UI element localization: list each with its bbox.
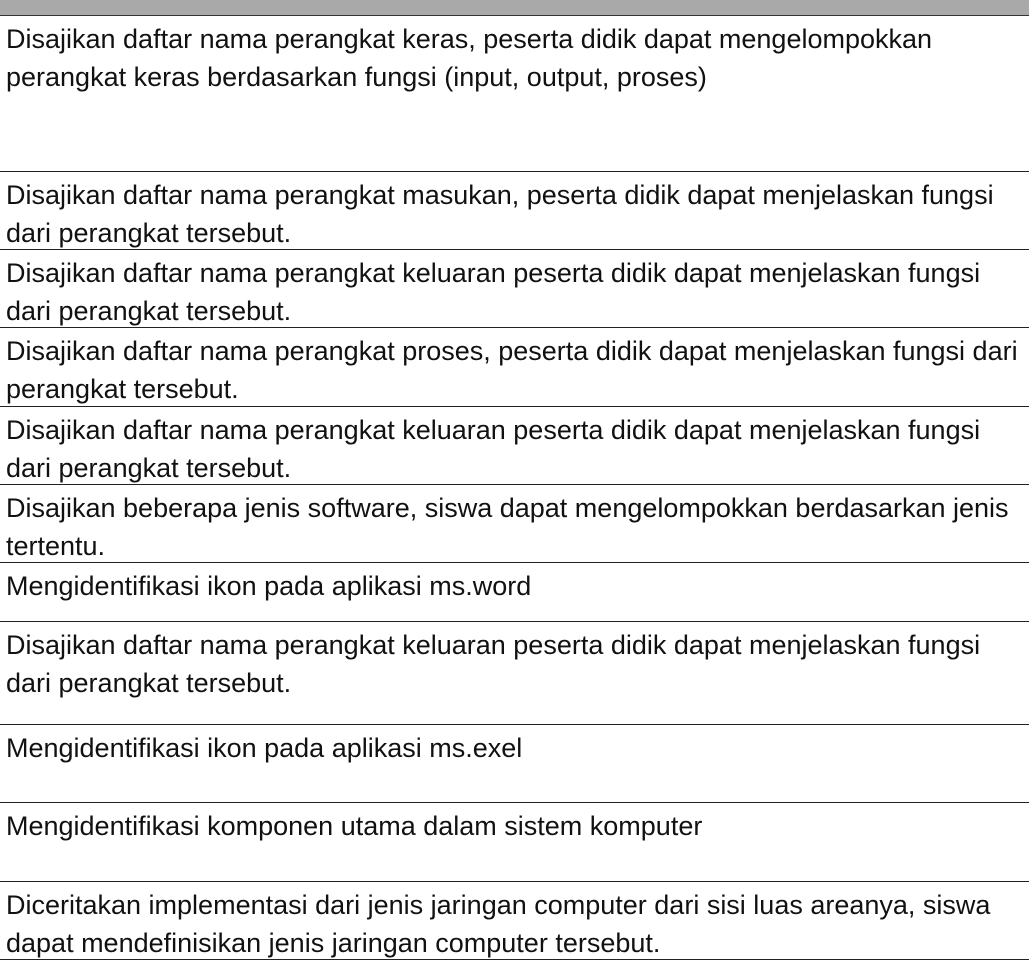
- table-header-bar: [0, 0, 1029, 16]
- table-cell-text: Disajikan daftar nama perangkat masukan, peserta didik dapat menjelaskan fungsi dari perangkat tersebut.: [6, 180, 994, 248]
- table-cell-text: Disajikan beberapa jenis software, siswa dapat mengelompokkan berdasarkan jenis tertentu.: [6, 493, 1009, 561]
- table-row: [0, 407, 1029, 485]
- table-row: [0, 803, 1029, 882]
- table-cell-text: Mengidentifikasi komponen utama dalam sistem komputer: [6, 811, 703, 841]
- indicator-table: [0, 16, 1029, 960]
- table-cell-text: Disajikan daftar nama perangkat keluaran peserta didik dapat menjelaskan fungsi dari perangkat tersebut.: [6, 415, 981, 483]
- table-cell-text: Disajikan daftar nama perangkat proses, peserta didik dapat menjelaskan fungsi dari perangkat tersebut.: [6, 336, 1018, 404]
- table-row: [0, 250, 1029, 328]
- table-row: [0, 485, 1029, 563]
- table-row: [0, 16, 1029, 172]
- table-cell-text: Disajikan daftar nama perangkat keras, peserta didik dapat mengelompokkan perangkat keras berdasarkan fungsi (input, output, proses): [6, 24, 933, 92]
- table-row: [0, 172, 1029, 250]
- table-row: [0, 563, 1029, 622]
- table-row: [0, 882, 1029, 960]
- table-cell-text: Mengidentifikasi ikon pada aplikasi ms.word: [6, 571, 532, 601]
- table-cell-text: Diceritakan implementasi dari jenis jaringan computer dari sisi luas areanya, siswa dapat mendefinisikan jenis jaringan computer tersebut.: [6, 890, 991, 958]
- table-cell-text: Disajikan daftar nama perangkat keluaran peserta didik dapat menjelaskan fungsi dari perangkat tersebut.: [6, 630, 981, 698]
- table-row: [0, 328, 1029, 407]
- table-row: [0, 725, 1029, 803]
- table-cell-text: Disajikan daftar nama perangkat keluaran peserta didik dapat menjelaskan fungsi dari perangkat tersebut.: [6, 258, 981, 326]
- table-cell-text: Mengidentifikasi ikon pada aplikasi ms.exel: [6, 733, 523, 763]
- table-row: [0, 622, 1029, 725]
